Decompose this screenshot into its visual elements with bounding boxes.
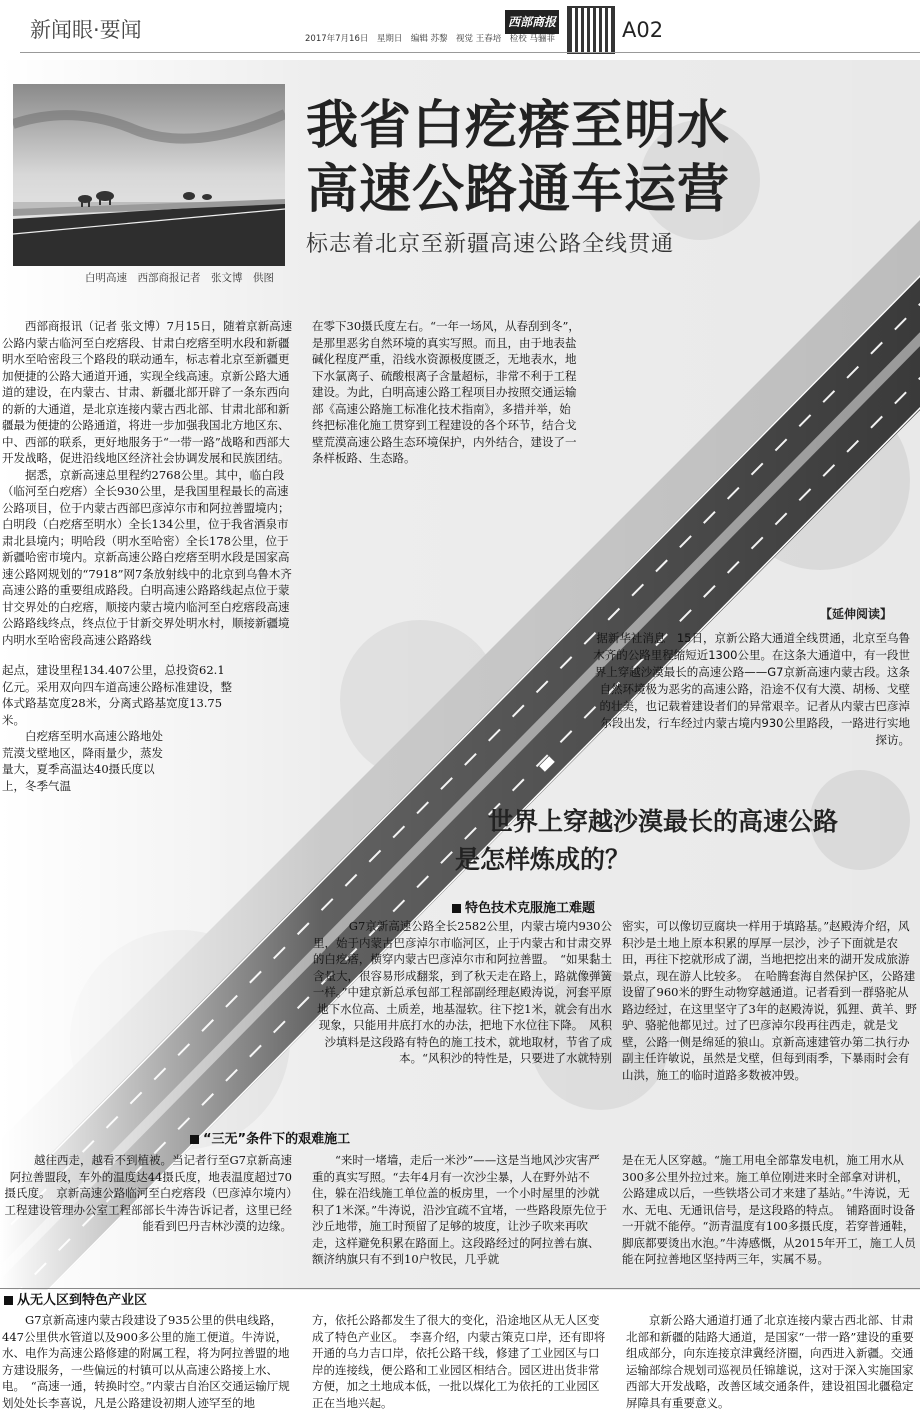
- lead-paragraph-2: 据悉，京新高速总里程约2768公里。其中，临白段（临河至白疙瘩）全长930公里，是我国里程最长的高速公路项目，位于内蒙古西部巴彦淖尔市和阿拉善盟境内；白明段（白疙瘩至明水）全长134公里，位于我省酒泉市肃北县境内；明哈段（明水至哈密）全长178公里，位于新疆哈密市境内。京新高速公路白疙瘩至明水段是国家高速公路网规划的“7918”网7条放射线中的北京到乌鲁木齐高速公路的重要组成路段。白明高速公路路线起点位于蒙甘交界处的白疙瘩，顺接内蒙古境内临河至白疙瘩段高速公路路线终点，终点位于甘新交界处明水村，顺接新疆境内明水至哈密段高速公路路线: [2, 467, 292, 647]
- extended-reading-label: 【延伸阅读】: [820, 607, 893, 621]
- section2-title: “三无”条件下的艰难施工: [203, 1132, 351, 1147]
- photo-caption: 白明高速 西部商报记者 张文博 供图: [85, 272, 274, 284]
- section1-text-a: G7京新高速公路全长2582公里，内蒙古境内930公里，始于内蒙古巴彦淖尔市临河区，止于内蒙古和甘肃交界的白疙瘩，横穿内蒙古巴彦淖尔市和阿拉善盟。 “如果黏土含量大，很容易形成翻浆，到了秋天走在路上，路就像弹簧一样。”中建京新总承包部工程部副经理赵殿涛说，河套平原地下水位高、土质差，地基湿软。往下挖1米，就会有出水现象，只能用井底打水的办法，把地下水位往下降。 风积沙填料是这段路有特色的施工技术，就地取材，节省了成本。“风积沙的特性是，只要进了水就特别: [312, 919, 612, 1065]
- section-title: 新闻眼·要闻: [30, 18, 142, 42]
- lead-paragraph-1: 西部商报讯（记者 张文博）7月15日，随着京新高速公路内蒙古临河至白疙瘩段、甘肃白疙瘩至明水段和新疆明水至哈密段三个路段的联动通车，标志着北京至新疆更加便捷的公路大通道开通，实现全线高速。京新公路大通道的建设，在内蒙古、甘肃、新疆北部开辟了一条东西向的新的大通道，是北京连接内蒙古西北部、甘肃北部和新疆最为便捷的公路通道，将进一步加强我国北方地区东、中、西部的联系，更好地服务于“一带一路”战略和西部大开发战略，促进沿线地区经济社会协调发展和民族团结。: [2, 319, 293, 465]
- lead-paragraph-3: 白疙瘩至明水高速公路地处荒漠戈壁地区，降雨量少，蒸发量大，夏季高温达40摄氏度以上，冬季气温: [2, 729, 163, 793]
- extended-reading-body: 据新华社消息 15日，京新公路大通道全线贯通，北京至乌鲁木齐的公路里程缩短近1300公里。在这条大通道中，有一段世界上穿越沙漠最长的高速公路——G7京新高速内蒙古段。这条自然环境极为恶劣的高速公路，沿途不仅有大漠、胡杨、戈壁的壮美，也记载着建设者们的异常艰辛。记者从内蒙古巴彦淖尔段出发，行车经过内蒙古境内930公里路段，一路进行实地探访。: [593, 631, 910, 747]
- section3-col-c: [626, 1312, 916, 1414]
- square-bullet-icon: [4, 1296, 13, 1305]
- second-headline-line1: 世界上穿越沙漠最长的高速公路: [488, 807, 839, 836]
- section1-text-b: 密实，可以像切豆腐块一样用于填路基。”赵殿涛介绍，风积沙是土地上原本积累的厚厚一层沙，沙子下面就是农田，再往下挖就形成了湖，当地把挖出来的湖开发成旅游景点，现在游人比较多。 在哈腾套海自然保护区，公路建设留了960米的野生动物穿越通道。记者看到一群骆驼从路边经过，在这里坚守了3年的赵殿涛说，狐狸、黄羊、野驴、骆驼他都见过。过了巴彦淖尔段再往西走，就是戈壁，公路一侧是绵延的狼山。京新高速建管办第二执行办副主任许敏说，虽然是戈壁，但每到雨季，下暴雨时会有山洪，施工的临时道路多数被冲毁。: [622, 919, 917, 1082]
- section3-text-b: 方，依托公路都发生了很大的变化，沿途地区从无人区变成了特色产业区。 李喜介绍，内蒙古策克口岸，还有即将开通的乌力吉口岸，依托公路干线，修建了工业园区与口岸的连接线，便公路和工业园区相结合。园区进出货非常方便，加之土地成本低，一批以煤化工为依托的工业园区正在当地兴起。: [312, 1313, 606, 1410]
- section2-col-a: [2, 1152, 292, 1235]
- section2-text-c: 是在无人区穿越。“施工用电全部靠发电机，施工用水从300多公里外拉过来。施工单位刚进来时全部拿对讲机，公路建成以后，一些铁塔公司才来建了基站。”牛涛说，无水、无电、无通讯信号，是这段路的特点。 铺路面时设备一开就不能停。“沥青温度有100多摄氏度，若穿普通鞋，脚底都要烫出水泡。”牛涛感慨，从2015年开工，施工人员能在阿拉善地区坚持两三年，实属不易。: [622, 1153, 916, 1266]
- headline-line1: 我省白疙瘩至明水: [306, 96, 731, 156]
- qr-code: [567, 6, 615, 54]
- lead-article-col1-narrow: [2, 662, 232, 794]
- section2-heading: [190, 1128, 350, 1147]
- section1-col-a: [312, 918, 612, 1067]
- header-rule: [20, 52, 920, 53]
- section3-text-a: G7京新高速内蒙古段建设了935公里的供电线路，447公里供水管道以及900多公里的施工便道。牛涛说，水、电作为高速公路修建的附属工程，将为阿拉善盟的地方建设服务，一些偏远的村镇可以从高速公路接上水、电。 “高速一通，转换时空。”内蒙古自治区交通运输厅规划处处长李喜说，凡是公路建设初期人迹罕至的地: [2, 1313, 290, 1410]
- lead-article-col1: [2, 318, 294, 648]
- section2-text-a: 越往西走，越看不到植被。当记者行至G7京新高速阿拉善盟段，车外的温度达44摄氏度，地表温度超过70摄氏度。 京新高速公路临河至白疙瘩段（巴彦淖尔境内）工程建设管理办公室工程部部长牛涛告诉记者，这里已经能看到巴丹吉林沙漠的边缘。: [4, 1153, 292, 1233]
- extended-reading-text: [590, 630, 910, 749]
- page-number: A02: [622, 18, 664, 42]
- lead-col2-text: 在零下30摄氏度左右。“一年一场风，从春刮到冬”，是那里恶劣自然环境的真实写照。而且，由于地表盐碱化程度严重，沿线水资源极度匮乏，无地表水，地下水氯离子、硫酸根离子含量超标，非常不利于工程建设。为此，白明高速公路工程项目办按照交通运输部《高速公路施工标准化技术指南》，多措并举，始终把标准化施工贯穿到工程建设的各个环节，结合戈壁荒漠高速公路生态环境保护，内外结合，建设了一条样板路、生态路。: [312, 319, 580, 465]
- lead-article-col2: [312, 318, 582, 467]
- section3-heading: [4, 1289, 147, 1308]
- section3-col-a: [2, 1312, 294, 1414]
- square-bullet-icon: [190, 1135, 199, 1144]
- section1-title: 特色技术克服施工难题: [465, 901, 596, 916]
- headline-line2: 高速公路通车运营: [306, 160, 731, 220]
- section3-title: 从无人区到特色产业区: [17, 1293, 148, 1308]
- section2-col-c: [622, 1152, 918, 1268]
- date-line: 2017年7月16日 星期日 编辑 苏黎 视觉 王春培 检校 马骊菲: [305, 34, 555, 44]
- highway-camel-photo: [13, 84, 285, 266]
- section3-col-b: [312, 1312, 608, 1414]
- section1-heading: [452, 897, 595, 916]
- subheadline: 标志着北京至新疆高速公路全线贯通: [306, 232, 675, 257]
- section1-col-b: [622, 918, 918, 1083]
- section2-col-b: [312, 1152, 608, 1268]
- masthead-logo: 西部商报: [505, 10, 559, 34]
- lead-paragraph-2b: 起点，建设里程134.407公里，总投资62.1亿元。采用双向四车道高速公路标准建设，整体式路基宽度28米，分离式路基宽度13.75米。: [2, 663, 232, 727]
- section3-text-c: 京新公路大通道打通了北京连接内蒙古西北部、甘肃北部和新疆的陆路大通道，是国家“一带一路”建设的重要组成部分，向东连接京津冀经济圈，向西进入新疆。交通运输部综合规划司巡视员任锦雄说，这对于深入实施国家西部大开发战略，改善区域交通条件，建设祖国北疆稳定屏障具有重要意义。: [626, 1313, 914, 1410]
- second-headline-line2: 是怎样炼成的？: [455, 845, 631, 874]
- section2-text-b: “来时一堵墙，走后一米沙”——这是当地风沙灾害严重的真实写照。“去年4月有一次沙尘暴，人在野外站不住，躲在沿线施工单位盖的板房里，一个小时屋里的沙就积了1米深。”牛涛说，沿沙宜疏不宜堵，一些路段原先位于沙丘地带，施工时预留了足够的坡度，让沙子吹来再吹走，这样避免积累在路面上。这段路经过的阿拉善右旗、额济纳旗只有不到10户牧民，几乎就: [312, 1153, 607, 1266]
- square-bullet-icon: [452, 904, 461, 913]
